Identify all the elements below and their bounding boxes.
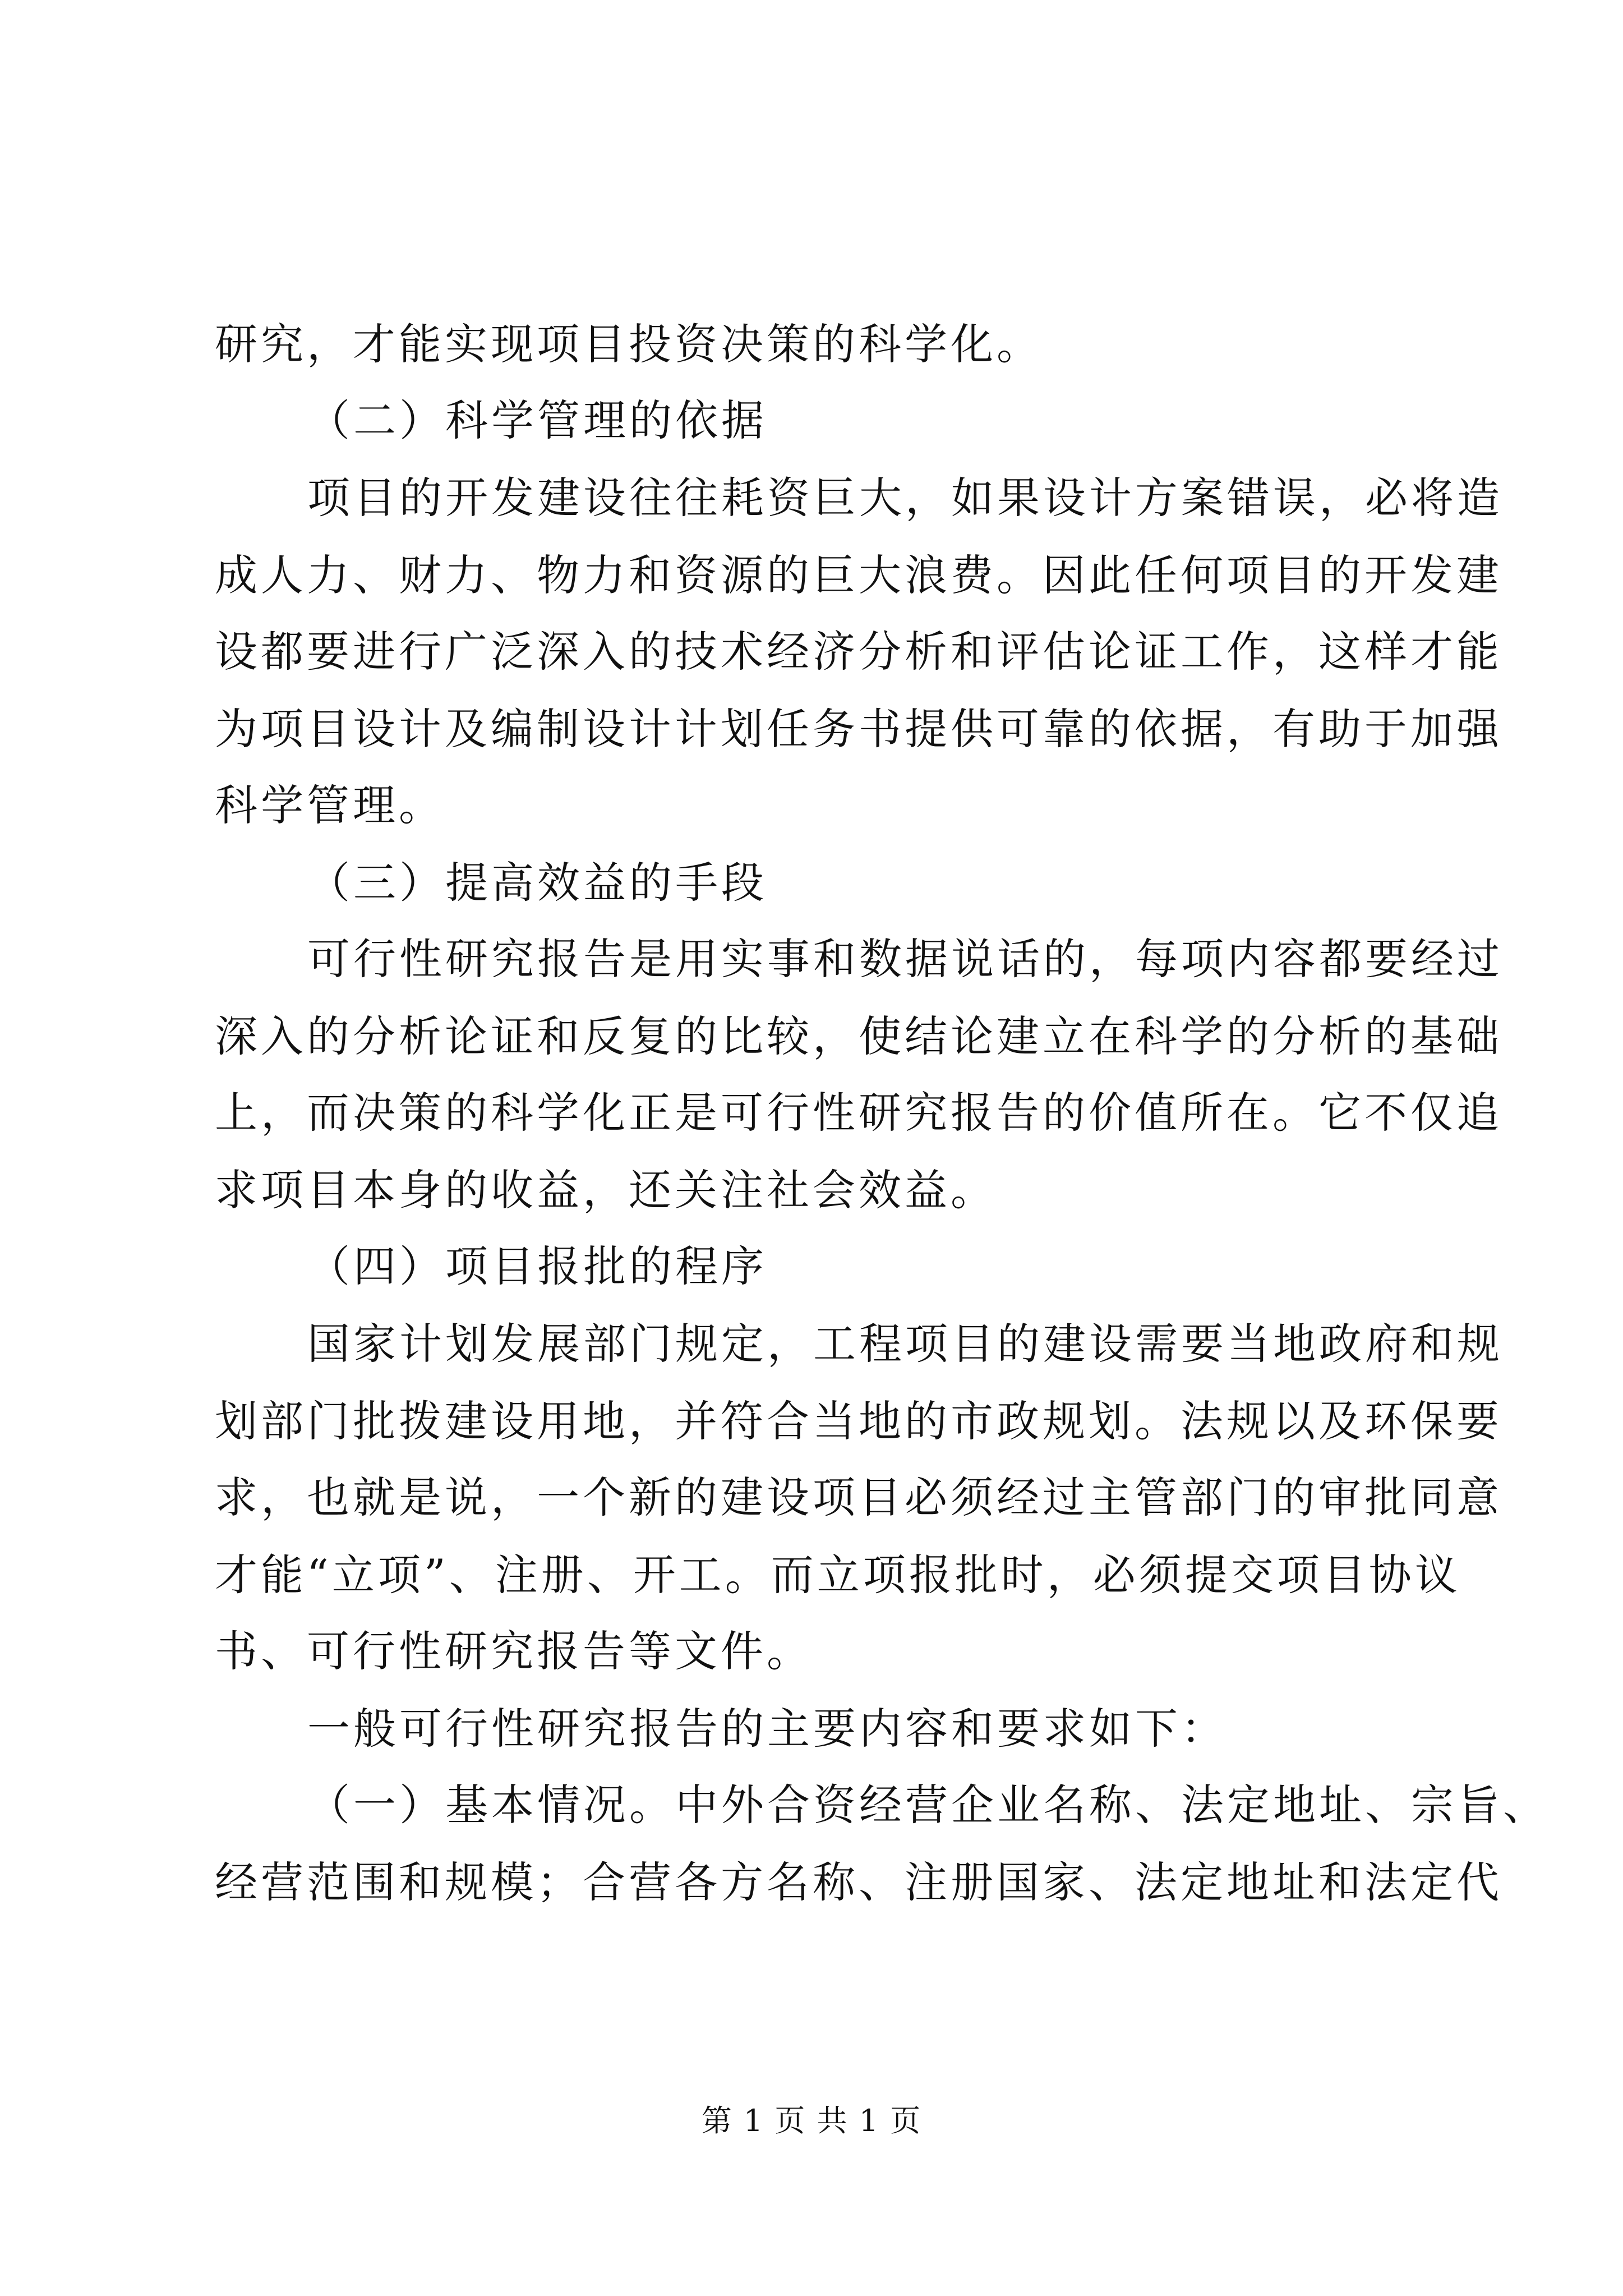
section-heading: （三）提高效益的手段 (307, 858, 767, 908)
paragraph-line: 一般可行性研究报告的主要内容和要求如下： (307, 1704, 1227, 1754)
paragraph-line: 项目的开发建设往往耗资巨大，如果设计方案错误，必将造 (307, 473, 1503, 523)
paragraph-line: 书、可行性研究报告等文件。 (215, 1626, 813, 1676)
paragraph-line: 经营范围和规模；合营各方名称、注册国家、法定地址和法定代 (215, 1857, 1502, 1907)
paragraph-line: 求，也就是说，一个新的建设项目必须经过主管部门的审批同意 (215, 1473, 1502, 1522)
text-line: 研究，才能实现项目投资决策的科学化。 (215, 319, 1043, 369)
paragraph-line: 设都要进行广泛深入的技术经济分析和评估论证工作，这样才能 (215, 627, 1502, 677)
paragraph-line: 深入的分析论证和反复的比较，使结论建立在科学的分析的基础 (215, 1011, 1502, 1061)
paragraph-line: （一）基本情况。中外合资经营企业名称、法定地址、宗旨、 (307, 1780, 1549, 1830)
paragraph-line: 为项目设计及编制设计计划任务书提供可靠的依据，有助于加强 (215, 704, 1502, 754)
paragraph-line: 国家计划发展部门规定，工程项目的建设需要当地政府和规 (307, 1319, 1503, 1369)
paragraph-line: 成人力、财力、物力和资源的巨大浪费。因此任何项目的开发建 (215, 550, 1502, 600)
section-heading: （四）项目报批的程序 (307, 1241, 767, 1291)
paragraph-line: 划部门批拨建设用地，并符合当地的市政规划。法规以及环保要 (215, 1396, 1502, 1446)
page-number-footer: 第 1 页 共 1 页 (701, 2103, 922, 2138)
paragraph-line: 才能“立项”、注册、开工。而立项报批时，必须提交项目协议 (215, 1550, 1461, 1600)
paragraph-line: 科学管理。 (215, 780, 445, 830)
paragraph-line: 上，而决策的科学化正是可行性研究报告的价值所在。它不仅追 (215, 1088, 1502, 1138)
paragraph-line: 可行性研究报告是用实事和数据说话的，每项内容都要经过 (307, 934, 1503, 984)
section-heading: （二）科学管理的依据 (307, 395, 767, 445)
paragraph-line: 求项目本身的收益，还关注社会效益。 (215, 1165, 997, 1215)
